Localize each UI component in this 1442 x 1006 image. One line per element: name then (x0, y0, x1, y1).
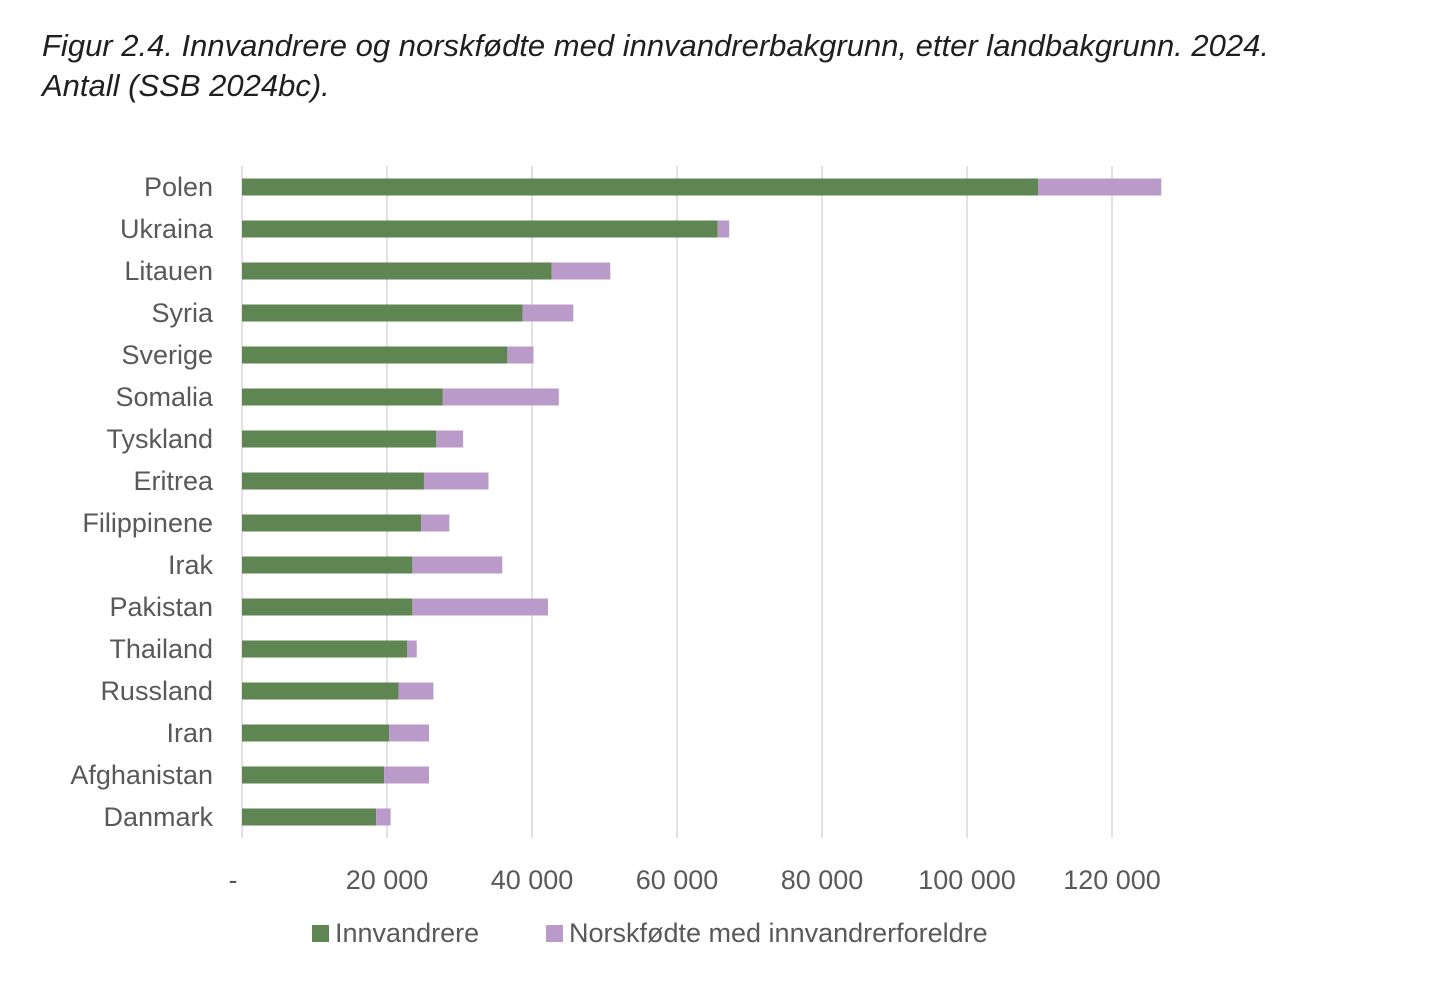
legend-item-innvandrere (312, 918, 479, 949)
bar-innvandrere (242, 557, 412, 574)
legend-label-innvandrere: Innvandrere (335, 918, 480, 948)
bar-norskfodte (412, 557, 502, 574)
x-tick-label: 100 000 (918, 865, 1016, 895)
category-label: Iran (166, 718, 213, 748)
bar-innvandrere (242, 305, 523, 322)
bar-norskfodte (399, 683, 434, 700)
category-label: Filippinene (82, 508, 213, 538)
bar-norskfodte (384, 767, 429, 784)
category-label: Syria (151, 298, 213, 328)
bar-innvandrere (242, 179, 1038, 196)
category-label: Tyskland (106, 424, 213, 454)
bar-norskfodte (412, 599, 548, 616)
legend-swatch-norskfodte (546, 925, 563, 942)
category-label: Afghanistan (70, 760, 213, 790)
bar-innvandrere (242, 641, 407, 658)
bar-innvandrere (242, 599, 412, 616)
category-label: Ukraina (119, 214, 213, 244)
x-tick-label: 20 000 (345, 865, 429, 895)
category-label: Russland (100, 676, 213, 706)
bar-innvandrere (242, 725, 389, 742)
category-label: Polen (143, 172, 213, 202)
bar-innvandrere (242, 515, 421, 532)
bar-norskfodte (436, 431, 463, 448)
legend (0, 918, 1442, 958)
bar-innvandrere (242, 767, 384, 784)
bar-innvandrere (242, 431, 436, 448)
legend-item-norskfodte (546, 918, 988, 949)
category-label: Pakistan (109, 592, 213, 622)
bar-norskfodte (424, 473, 489, 490)
bar-norskfodte (552, 263, 611, 280)
bar-innvandrere (242, 389, 443, 406)
category-label: Eritrea (133, 466, 213, 496)
bar-norskfodte (507, 347, 533, 364)
bar-innvandrere (242, 221, 718, 238)
bar-innvandrere (242, 473, 424, 490)
x-tick-label: 120 000 (1063, 865, 1161, 895)
category-label: Somalia (115, 382, 213, 412)
chart-title-line-1: Figur 2.4. Innvandrere og norskfødte med innvandrerbakgrunn, etter landbakgrunn. 2024. (42, 28, 1269, 63)
bar-norskfodte (523, 305, 574, 322)
bar-innvandrere (242, 347, 507, 364)
x-tick-label: - (228, 865, 238, 895)
bar-norskfodte (443, 389, 559, 406)
bar-norskfodte (421, 515, 449, 532)
bar-norskfodte (376, 809, 391, 826)
chart-title-line-2: Antall (SSB 2024bc). (42, 68, 330, 103)
category-label: Thailand (109, 634, 213, 664)
bar-norskfodte (718, 221, 730, 238)
category-label: Danmark (103, 802, 213, 832)
bar-norskfodte (389, 725, 429, 742)
bar-innvandrere (242, 683, 399, 700)
legend-swatch-innvandrere (312, 925, 329, 942)
bar-innvandrere (242, 263, 552, 280)
bar-norskfodte (407, 641, 416, 658)
bar-innvandrere (242, 809, 376, 826)
category-label: Litauen (124, 256, 213, 286)
bar-norskfodte (1038, 179, 1161, 196)
legend-label-norskfodte: Norskfødte med innvandrerforeldre (569, 918, 988, 948)
x-tick-label: 80 000 (780, 865, 864, 895)
category-label: Irak (167, 550, 213, 580)
x-tick-label: 40 000 (490, 865, 574, 895)
category-label: Sverige (121, 340, 213, 370)
x-tick-label: 60 000 (635, 865, 719, 895)
